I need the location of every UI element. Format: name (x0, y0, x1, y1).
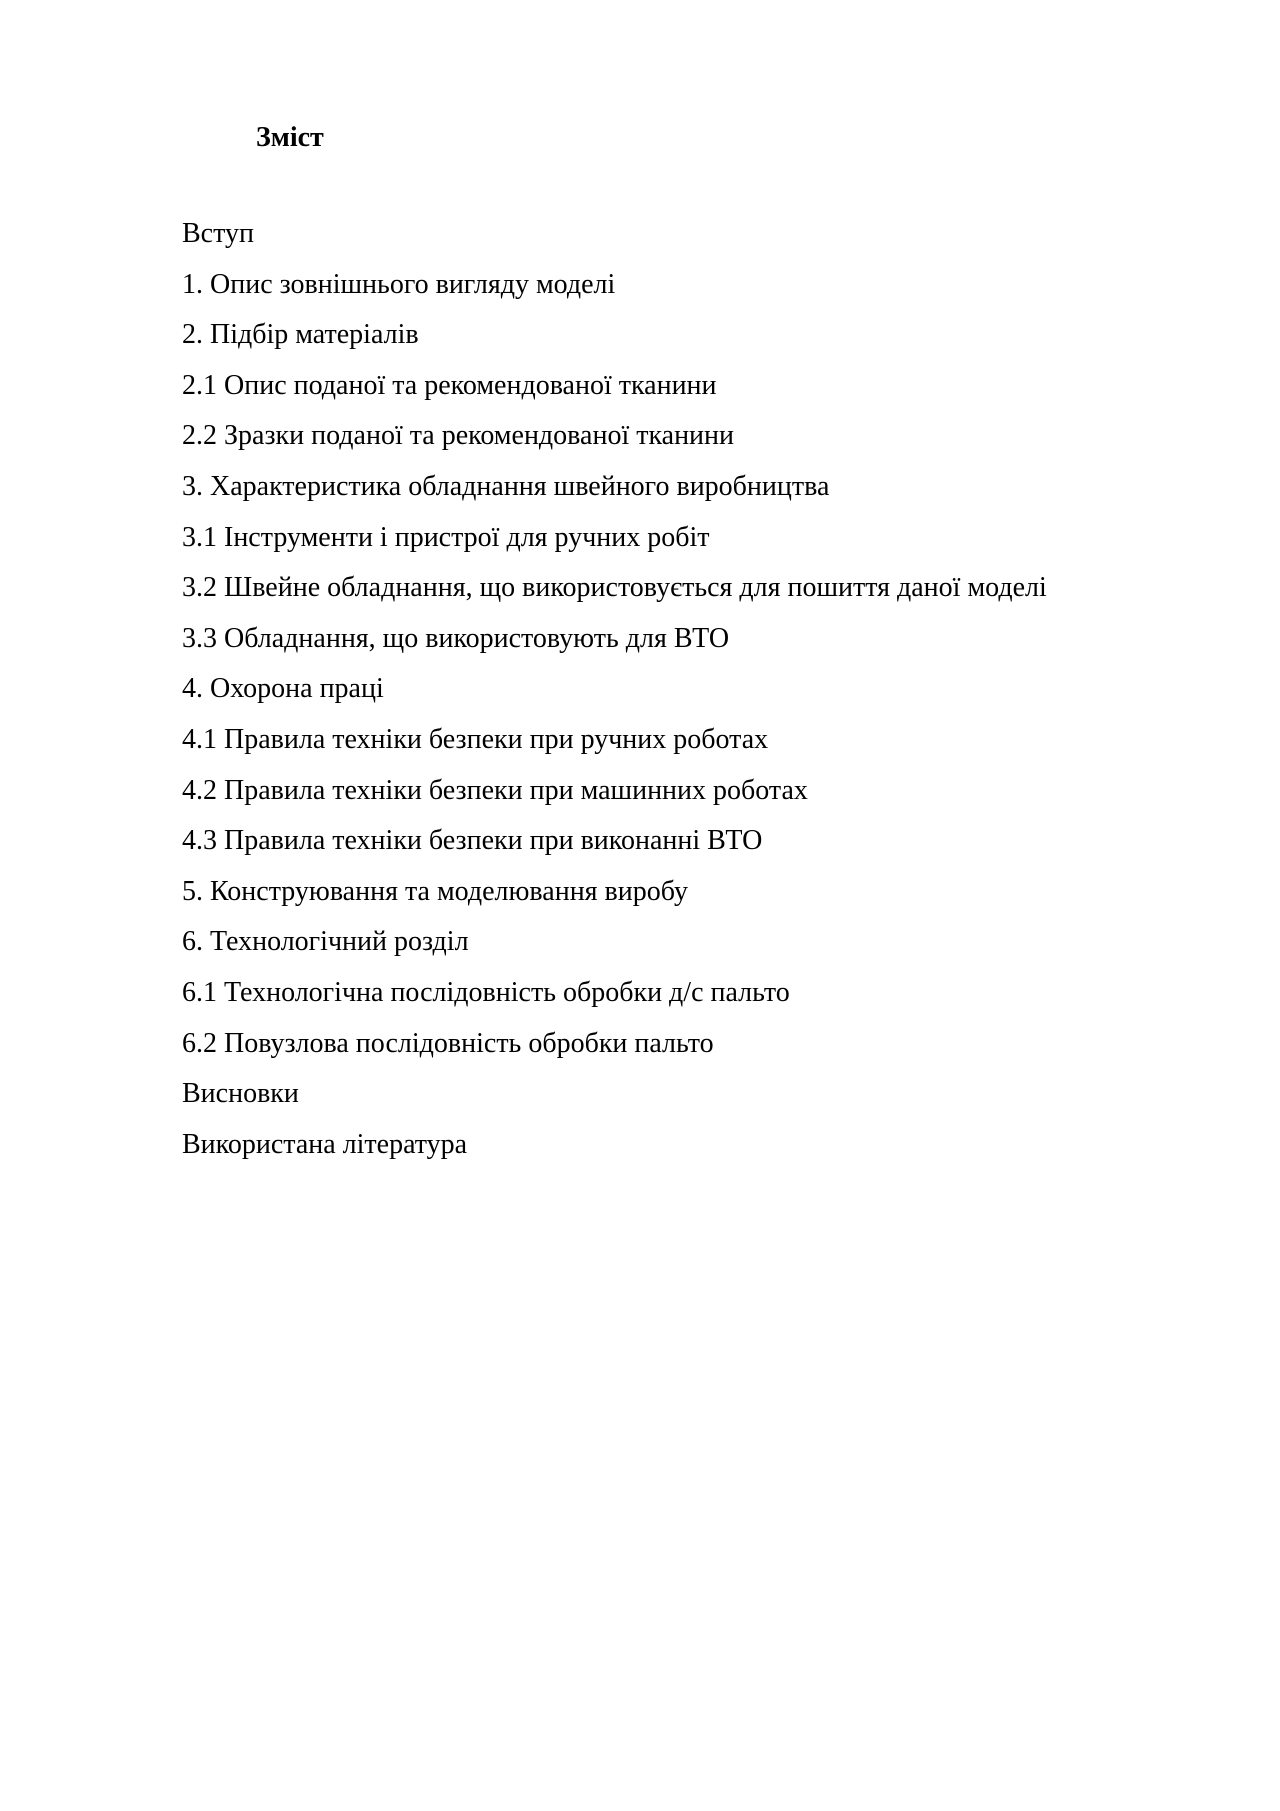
toc-item: Висновки (182, 1078, 299, 1110)
toc-item: 2.1 Опис поданої та рекомендованої тканини (182, 369, 717, 401)
toc-item: 5. Конструювання та моделювання виробу (182, 875, 688, 907)
toc-item: 4.1 Правила техніки безпеки при ручних роботах (182, 723, 769, 755)
toc-item: 1. Опис зовнішнього вигляду моделі (182, 268, 616, 300)
toc-item: 2. Підбір матеріалів (182, 319, 419, 351)
toc-item: 3.2 Швейне обладнання, що використовується для пошиття даної моделі (182, 572, 1047, 604)
toc-item: 6.2 Повузлова послідовність обробки пальто (182, 1027, 714, 1059)
table-of-contents (182, 209, 1047, 1170)
toc-item: 4.2 Правила техніки безпеки при машинних роботах (182, 774, 808, 806)
toc-item: 4.3 Правила техніки безпеки при виконанні ВТО (182, 825, 763, 857)
toc-item: 3. Характеристика обладнання швейного виробництва (182, 470, 830, 502)
toc-item: Вступ (182, 218, 254, 249)
toc-item: 3.1 Інструменти і пристрої для ручних робіт (182, 521, 710, 553)
toc-item: 6.1 Технологічна послідовність обробки д/с пальто (182, 976, 790, 1008)
toc-item: 4. Охорона праці (182, 673, 384, 705)
toc-item: 6. Технологічний розділ (182, 926, 469, 958)
toc-item: 2.2 Зразки поданої та рекомендованої тканини (182, 420, 735, 452)
page-title: Зміст (256, 122, 324, 153)
toc-item: 3.3 Обладнання, що використовують для ВТО (182, 622, 730, 654)
toc-item: Використана література (182, 1128, 468, 1160)
